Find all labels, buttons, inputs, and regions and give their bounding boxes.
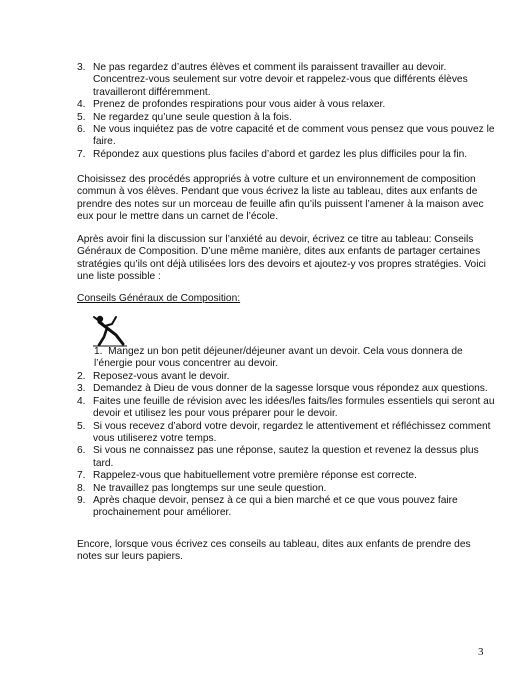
list-number: 9. bbox=[77, 495, 86, 507]
list-text: Si vous recevez d’abord votre devoir, regardez le attentivement et réfléchissez comment vous utiliserez votre temps. bbox=[93, 420, 491, 445]
list-number: 6. bbox=[77, 445, 86, 457]
list-item bbox=[77, 470, 497, 482]
list-number: 7. bbox=[77, 470, 86, 482]
list-text: Ne vous inquiétez pas de votre capacité et de comment vous pensez que vous pouvez le faire. bbox=[93, 124, 495, 148]
list-number: 5. bbox=[77, 420, 86, 432]
paragraph-discussion: Après avoir fini la discussion sur l’anxiété au devoir, écrivez ce titre au tableau: Conseils Généraux de Composition. D’une même manière, dites aux enfants de partager certaines stratégies qu’ils ont déjà utilisées lors des devoirs et ajoutez-y vos propres stratégies. Voici une liste possible : bbox=[77, 234, 486, 283]
section-heading: Conseils Généraux de Composition: bbox=[77, 293, 241, 304]
anxiety-tips-list bbox=[77, 62, 497, 161]
list-item bbox=[77, 62, 497, 99]
list-item bbox=[77, 346, 497, 371]
list-text: Prenez de profondes respirations pour vous aider à vous relaxer. bbox=[93, 99, 386, 111]
list-item bbox=[77, 383, 497, 395]
list-item bbox=[77, 495, 497, 520]
list-text: Rappelez-vous que habituellement votre première réponse est correcte. bbox=[93, 470, 417, 482]
list-item bbox=[77, 99, 497, 111]
list-text: Ne travaillez pas longtemps sur une seule question. bbox=[93, 482, 327, 494]
list-item bbox=[77, 421, 497, 446]
list-number: 3. bbox=[77, 62, 86, 73]
list-item bbox=[77, 483, 497, 495]
list-number: 4. bbox=[77, 395, 86, 407]
list-text: Demandez à Dieu de vous donner de la sagesse lorsque vous répondez aux questions. bbox=[93, 383, 488, 395]
list-number: 3. bbox=[77, 383, 86, 395]
list-text: Répondez aux questions plus faciles d’abord et gardez les plus difficiles pour la fin. bbox=[93, 148, 468, 160]
list-text: Ne pas regardez d’autres élèves et comment ils paraissent travailler au devoir. Concentrez-vous seulement sur votre devoir et rappelez-vous que différents élèves travailleront différemment. bbox=[93, 62, 468, 98]
list-item bbox=[77, 124, 497, 149]
list-number: 8. bbox=[77, 482, 86, 494]
paragraph-culture: Choisissez des procédés appropriés à votre culture et un environnement de composition commun à vos élèves. Pendant que vous écrivez la liste au tableau, dites aux enfants de prendre des notes sur un morceau de feuille afin qu’ils puissent l’amener à la maison avec eux pour le mettre dans un carnet de l’école. bbox=[77, 174, 484, 223]
list-number: 6. bbox=[77, 124, 86, 136]
list-text: Ne regardez qu’une seule question à la fois. bbox=[93, 111, 292, 123]
list-item bbox=[77, 112, 497, 124]
list-number: 2. bbox=[77, 371, 86, 382]
list-item bbox=[77, 396, 497, 421]
list-text: Après chaque devoir, pensez à ce qui a bien marché et ce que vous pouvez faire prochainement pour améliorer. bbox=[93, 495, 458, 519]
list-number: 5. bbox=[77, 111, 86, 123]
list-number: 1. bbox=[94, 346, 103, 357]
list-text: Si vous ne connaissez pas une réponse, sautez la question et revenez la dessus plus tard. bbox=[93, 445, 479, 469]
list-item bbox=[77, 371, 497, 383]
list-item bbox=[77, 445, 497, 470]
paragraph-closing: Encore, lorsque vous écrivez ces conseils au tableau, dites aux enfants de prendre des notes sur leurs papiers. bbox=[77, 539, 471, 563]
list-text: Faites une feuille de révision avec les idées/les faits/les formules essentiels qui seront au devoir et utilisez les pour vous préparer pour le devoir. bbox=[93, 395, 495, 420]
stretching-figure-icon bbox=[90, 313, 128, 347]
list-number: 7. bbox=[77, 148, 86, 160]
list-number: 4. bbox=[77, 99, 86, 111]
composition-tips-list bbox=[77, 371, 497, 520]
list-text: Reposez-vous avant le devoir. bbox=[93, 371, 230, 382]
list-text: Mangez un bon petit déjeuner/déjeuner avant un devoir. Cela vous donnera de l’énergie pour vous concentrer au devoir. bbox=[94, 346, 463, 370]
page-number: 3 bbox=[478, 646, 484, 658]
list-item bbox=[77, 149, 497, 161]
